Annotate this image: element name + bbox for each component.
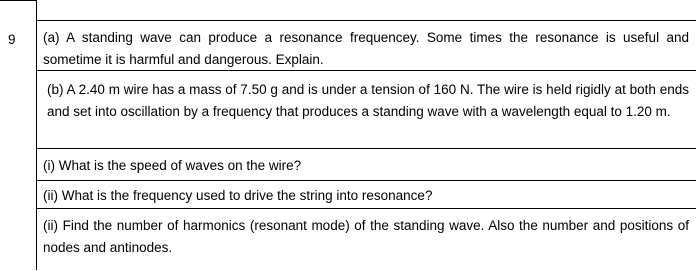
part-i-text: (i) What is the speed of waves on the wire? <box>43 158 302 173</box>
part-iii-row <box>37 208 696 270</box>
part-a-row <box>37 20 696 70</box>
question-number-cell <box>0 0 36 271</box>
part-a-text: (a) A standing wave can produce a resonance frequencey. Some times the resonance is useful and sometime it is harmful and dangerous. Explain. <box>43 30 689 67</box>
part-b-row <box>37 70 696 148</box>
part-ii-row <box>37 180 696 208</box>
part-b-text: (b) A 2.40 m wire has a mass of 7.50 g and is under a tension of 160 N. The wire is held rigidly at both ends and set into oscillation by a frequency that produces a standing wave with a wavelength equal to 1.20 m. <box>47 82 689 119</box>
question-content-cell <box>36 0 696 270</box>
question-number: 9 <box>8 32 16 47</box>
part-ii-text: (ii) What is the frequency used to drive the string into resonance? <box>43 188 433 203</box>
part-iii-text: (ii) Find the number of harmonics (resonant mode) of the standing wave. Also the number and positions of nodes and antinodes. <box>43 218 689 255</box>
part-i-row <box>37 148 696 180</box>
